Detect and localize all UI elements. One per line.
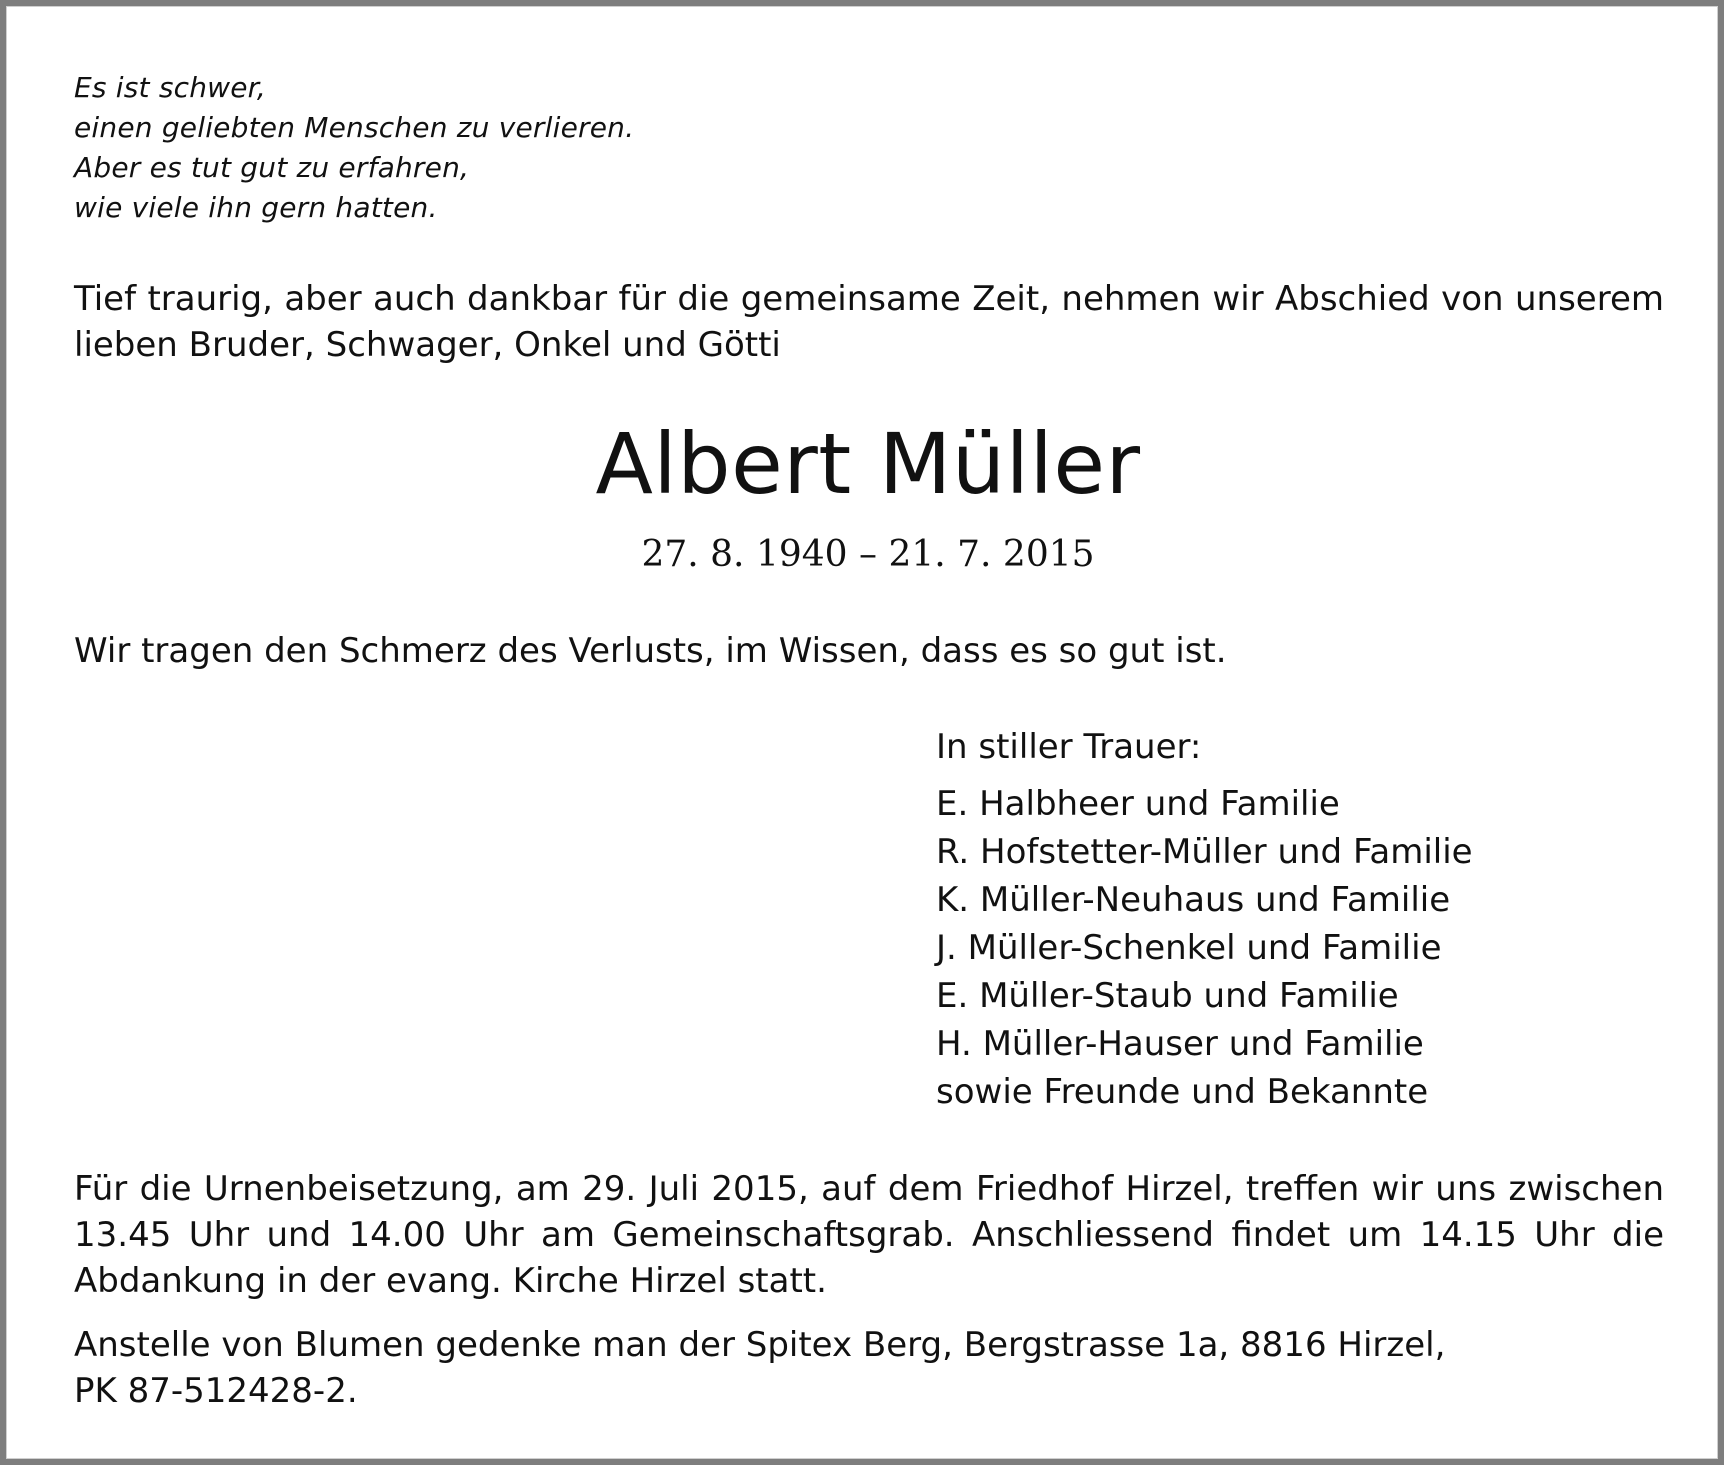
life-dates: 27. 8. 1940 – 21. 7. 2015 — [641, 534, 1095, 575]
deceased-name: Albert Müller — [595, 415, 1141, 513]
poem-line: wie viele ihn gern hatten. — [74, 191, 438, 224]
poem-line: Aber es tut gut zu erfahren, — [74, 151, 470, 184]
mourners-heading: In stiller Trauer: — [936, 727, 1202, 767]
poem — [74, 68, 1664, 228]
mourner-entry: H. Müller-Hauser und Familie — [936, 1024, 1424, 1064]
donation-note — [74, 1322, 1664, 1414]
intro-text: Tief traurig, aber auch dankbar für die gemeinsame Zeit, nehmen wir Abschied von unserem lieben Bruder, Schwager, Onkel und Götti — [74, 279, 1664, 365]
donation-line: Anstelle von Blumen gedenke man der Spitex Berg, Bergstrasse 1a, 8816 Hirzel, — [74, 1325, 1446, 1365]
mourner-entry: E. Müller-Staub und Familie — [936, 976, 1399, 1016]
mourner-entry: R. Hofstetter-Müller und Familie — [936, 832, 1473, 872]
mourner-entry: J. Müller-Schenkel und Familie — [936, 928, 1442, 968]
mourner-entry: sowie Freunde und Bekannte — [936, 1072, 1429, 1112]
saying-text: Wir tragen den Schmerz des Verlusts, im Wissen, dass es so gut ist. — [74, 631, 1227, 671]
mourner-entry: E. Halbheer und Familie — [936, 784, 1340, 824]
mourners-block — [936, 724, 1473, 1116]
funeral-details: Für die Urnenbeisetzung, am 29. Juli 2015, auf dem Friedhof Hirzel, treffen wir uns zwischen 13.45 Uhr und 14.00 Uhr am Gemeinschaftsgrab. Anschliessend findet um 14.15 Uhr die Abdankung in der evang. Kirche Hirzel statt. — [74, 1169, 1664, 1301]
donation-account: PK 87-512428-2. — [74, 1371, 358, 1411]
mourner-entry: K. Müller-Neuhaus und Familie — [936, 880, 1451, 920]
poem-line: einen geliebten Menschen zu verlieren. — [74, 111, 635, 144]
poem-line: Es ist schwer, — [74, 71, 266, 104]
